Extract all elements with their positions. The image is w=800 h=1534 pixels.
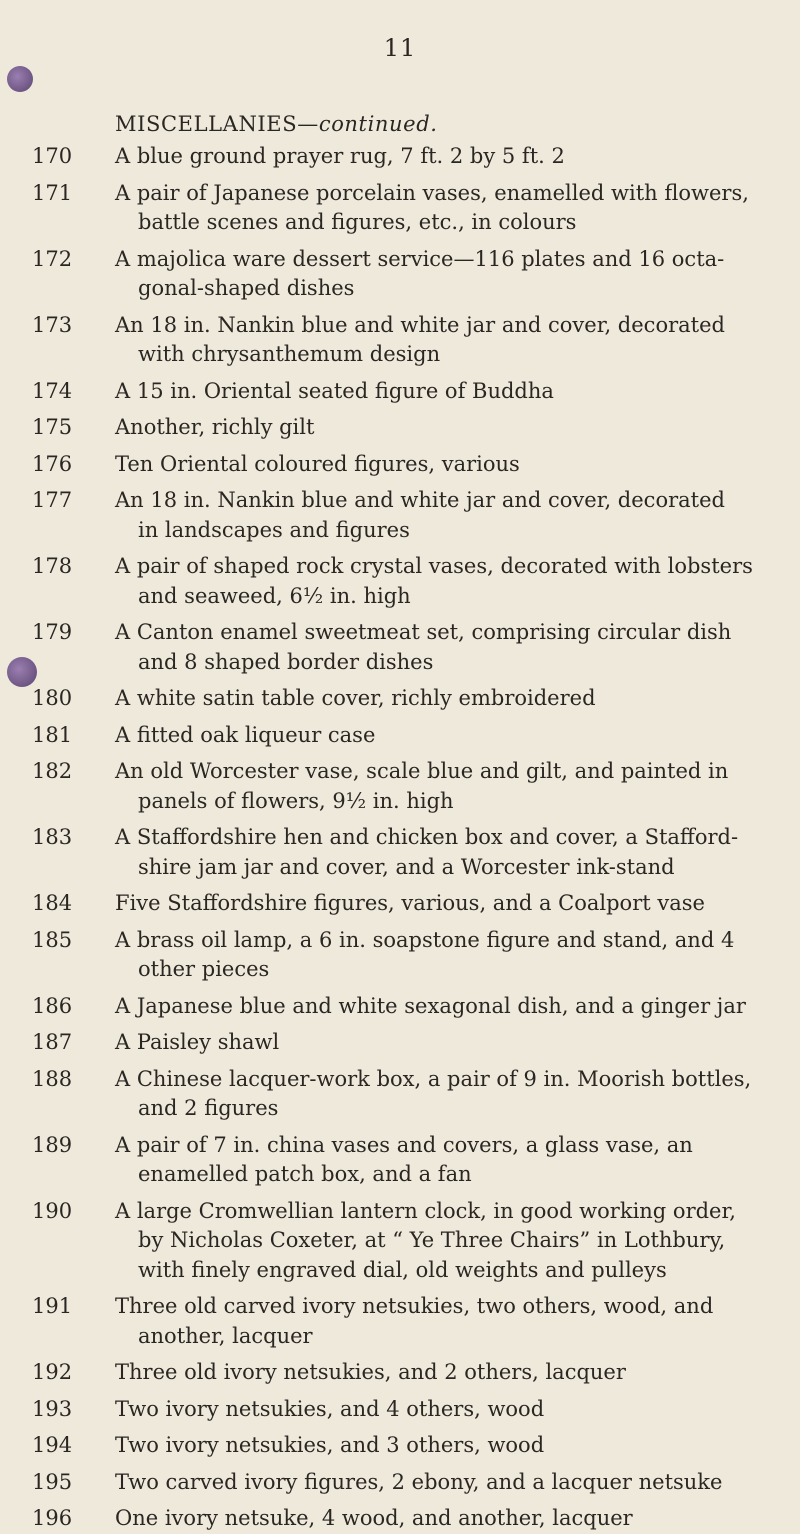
lot-description: [115, 142, 795, 172]
lot-number: 172: [32, 246, 73, 271]
lot-description-line: with chrysanthemum design: [138, 342, 441, 366]
lot-description-line: Three old carved ivory netsukies, two others, wood, and: [115, 1294, 714, 1318]
lot-number: 174: [32, 378, 73, 403]
lot-number: 178: [32, 554, 73, 578]
lot-number: 187: [32, 1030, 73, 1054]
lot-number: 189: [32, 1132, 73, 1157]
lot-description-line: with finely engraved dial, old weights and pulleys: [138, 1257, 667, 1282]
section-heading: [115, 112, 438, 136]
lot-number: 183: [32, 825, 73, 849]
lot-description-line: shire jam jar and cover, and a Worcester ink-stand: [138, 854, 675, 879]
lot-description-line: enamelled patch box, and a fan: [138, 1162, 472, 1186]
lot-description: [115, 1395, 795, 1425]
lot-description-line: A Staffordshire hen and chicken box and cover, a Stafford-: [115, 825, 739, 849]
lot-number: 190: [32, 1198, 73, 1223]
lot-description-line: A fitted oak liqueur case: [115, 722, 376, 747]
lot-number: 173: [32, 312, 73, 337]
lot-description: [115, 1358, 795, 1388]
lot-description-line: Ten Oriental coloured figures, various: [115, 451, 520, 476]
lot-description: [115, 179, 795, 238]
lot-description-line: A pair of shaped rock crystal vases, decorated with lobsters: [115, 554, 753, 578]
lot-number: 194: [32, 1433, 73, 1457]
lot-description-line: One ivory netsuke, 4 wood, and another, lacquer: [115, 1506, 633, 1530]
lot-description: [115, 377, 795, 407]
lot-description-line: A majolica ware dessert service—116 plates and 16 octa-: [115, 246, 725, 271]
lot-number: 171: [32, 180, 73, 205]
lot-description: [115, 1468, 795, 1498]
lot-description: [115, 486, 795, 545]
lot-number: 170: [32, 144, 73, 168]
lot-description-line: other pieces: [138, 957, 270, 981]
lot-description-line: A pair of 7 in. china vases and covers, a glass vase, an: [115, 1132, 693, 1157]
lot-number: 191: [32, 1294, 73, 1318]
lot-description-line: in landscapes and figures: [138, 517, 410, 542]
lot-number: 196: [32, 1506, 73, 1530]
lot-description-line: and 8 shaped border dishes: [138, 649, 434, 674]
lot-number: 184: [32, 891, 73, 915]
lot-number: 182: [32, 759, 73, 783]
lot-description: [115, 1292, 795, 1351]
lot-description-line: A pair of Japanese porcelain vases, enamelled with flowers,: [115, 180, 749, 205]
binding-hole: [7, 657, 37, 687]
lot-description-line: Two carved ivory figures, 2 ebony, and a lacquer netsuke: [115, 1469, 723, 1494]
lot-description-line: by Nicholas Coxeter, at “ Ye Three Chairs” in Lothbury,: [138, 1228, 726, 1252]
lot-description-line: A Canton enamel sweetmeat set, comprising circular dish: [115, 620, 732, 644]
lot-description-line: Two ivory netsukies, and 4 others, wood: [115, 1396, 545, 1421]
lot-description: [115, 1197, 795, 1286]
lot-description: [115, 618, 795, 677]
lot-number: 193: [32, 1396, 73, 1421]
lot-description-line: A 15 in. Oriental seated figure of Buddha: [115, 378, 554, 403]
lot-description-line: A Paisley shawl: [115, 1030, 280, 1054]
lot-number: 185: [32, 927, 73, 952]
lot-description-line: and 2 figures: [138, 1096, 279, 1120]
lot-description-line: An 18 in. Nankin blue and white jar and cover, decorated: [115, 312, 725, 337]
lot-description: [115, 311, 795, 370]
lot-number: 179: [32, 620, 73, 644]
lot-description-line: Two ivory netsukies, and 3 others, wood: [115, 1433, 545, 1457]
lot-description: [115, 684, 795, 714]
lot-number: 186: [32, 993, 73, 1018]
lot-description: [115, 1131, 795, 1190]
lot-description: [115, 823, 795, 882]
lot-description: [115, 552, 795, 611]
lot-description-line: A Japanese blue and white sexagonal dish, and a ginger jar: [115, 993, 746, 1018]
lot-description-line: An old Worcester vase, scale blue and gilt, and painted in: [115, 759, 729, 783]
page-number: 11: [383, 34, 417, 62]
lot-number: 175: [32, 415, 73, 439]
lot-description-line: A white satin table cover, richly embroidered: [115, 686, 596, 710]
lot-description-line: another, lacquer: [138, 1323, 313, 1348]
lot-description-line: Three old ivory netsukies, and 2 others, lacquer: [115, 1360, 626, 1384]
lot-description-line: battle scenes and figures, etc., in colours: [138, 210, 577, 234]
lot-number: 181: [32, 722, 73, 747]
lot-description-line: panels of flowers, 9½ in. high: [138, 788, 454, 813]
lot-number: 195: [32, 1469, 73, 1494]
lot-description-line: Another, richly gilt: [115, 415, 315, 439]
section-continued: continued.: [318, 112, 438, 136]
lot-description: [115, 992, 795, 1022]
lot-description-line: and seaweed, 6½ in. high: [138, 583, 411, 608]
binding-hole: [7, 66, 33, 92]
lot-description-line: Five Staffordshire figures, various, and a Coalport vase: [115, 891, 705, 915]
section-title: MISCELLANIES—: [115, 112, 319, 136]
lot-description: [115, 1431, 795, 1461]
lot-description: [115, 450, 795, 480]
lot-description: [115, 1065, 795, 1124]
lot-description: [115, 757, 795, 816]
lot-description: [115, 926, 795, 985]
lot-description: [115, 889, 795, 919]
lot-description-line: A brass oil lamp, a 6 in. soapstone figure and stand, and 4: [115, 927, 735, 952]
lot-description-line: An 18 in. Nankin blue and white jar and cover, decorated: [115, 488, 725, 512]
lot-number: 188: [32, 1066, 73, 1091]
lot-number: 177: [32, 488, 73, 512]
lot-description: [115, 413, 795, 443]
lot-description: [115, 245, 795, 304]
lot-description-line: A blue ground prayer rug, 7 ft. 2 by 5 ft. 2: [115, 144, 565, 168]
lot-description: [115, 1504, 795, 1534]
lot-number: 192: [32, 1360, 73, 1384]
lot-description: [115, 721, 795, 751]
lot-description: [115, 1028, 795, 1058]
lot-description-line: gonal-shaped dishes: [138, 276, 355, 300]
lot-description-line: A large Cromwellian lantern clock, in good working order,: [115, 1198, 736, 1223]
lot-description-line: A Chinese lacquer-work box, a pair of 9 in. Moorish bottles,: [115, 1066, 752, 1091]
lot-number: 176: [32, 451, 73, 476]
lot-number: 180: [32, 686, 73, 710]
